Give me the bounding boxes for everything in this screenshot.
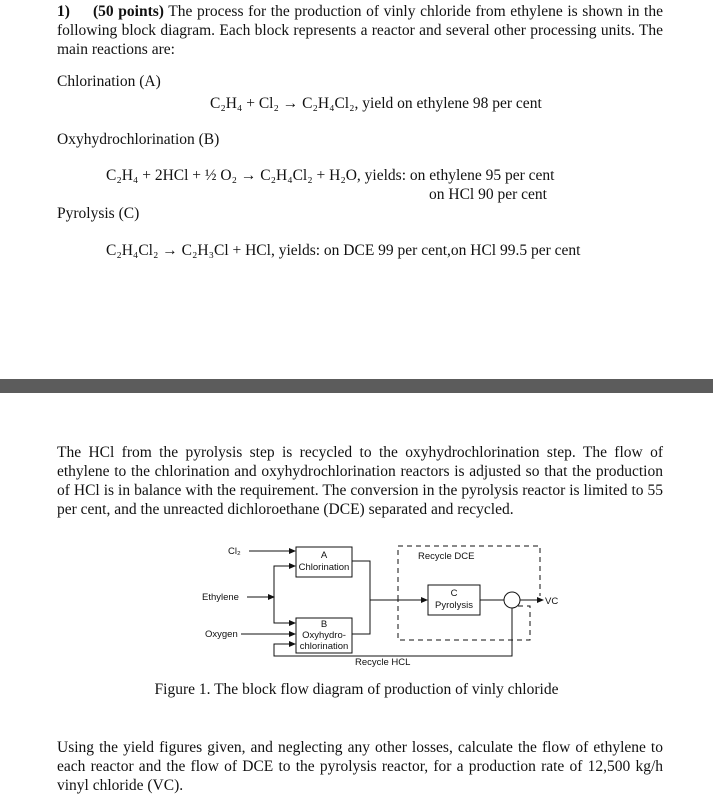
figure-caption: Figure 1. The block flow diagram of production of vinly chloride: [154, 681, 559, 698]
problem-intro-text: The process for the production of vinly chloride from ethylene is shown in the following block diagram. Each block represents a reactor and several other processing units. The main reactions are:: [57, 3, 663, 58]
ethylene-label: Ethylene: [202, 592, 239, 603]
block-b-line1: Oxyhydro-: [302, 630, 346, 641]
block-a-name: Chlorination: [298, 562, 350, 573]
b-outlet-line: [352, 600, 370, 634]
reaction-c-name: Pyrolysis (C): [57, 205, 140, 222]
problem-intro: [57, 2, 663, 59]
reaction-b-extra: on HCl 90 per cent: [429, 186, 547, 203]
cl2-label: Cl₂: [228, 546, 241, 557]
block-b-letter: B: [320, 619, 328, 630]
paragraph-question: Using the yield figures given, and neglecting any other losses, calculate the flow of ethylene to each reactor and the flow of DCE to the pyrolysis reactor, for a production rate of 12,500 kg/h vinyl chloride (VC).: [57, 739, 663, 794]
problem-number: 1): [57, 3, 70, 20]
reaction-c-equation: C₂H₄Cl₂ → C₂H₃Cl + HCl, yields: on DCE 99 per cent,on HCl 99.5 per cent: [106, 242, 581, 259]
reaction-a-name: Chlorination (A): [57, 73, 161, 90]
reaction-a-equation: C₂H₄ + Cl₂ → C₂H₄Cl₂, yield on ethylene 98 per cent: [210, 95, 542, 112]
block-a-letter: A: [320, 550, 328, 561]
paragraph-recycle-description: The HCl from the pyrolysis step is recycled to the oxyhydrochlorination step. The flow of ethylene to the chlorination and oxyhydrochlorination reactors is adjusted so that the production of HCl is in balance with the requirement. The conversion in the pyrolysis reactor is limited to 55 per cent, and the unreacted dichloroethane (DCE) separated and recycled.: [57, 444, 663, 518]
separator-node: [504, 592, 520, 608]
reaction-b-name: Oxyhydrochlorination (B): [57, 131, 220, 148]
recycle-hcl-label: Recycle HCL: [355, 657, 411, 668]
oxygen-label: Oxygen: [205, 629, 238, 640]
block-c-name: Pyrolysis: [434, 600, 474, 611]
a-outlet-line: [352, 561, 370, 600]
block-b-line2: chlorination: [299, 641, 349, 652]
problem-points: (50 points): [93, 3, 164, 20]
recycle-hcl-line: [510, 608, 512, 656]
block-c-letter: C: [450, 588, 458, 599]
reaction-b-equation: C₂H₄ + 2HCl + ½ O₂ → C₂H₄Cl₂ + H₂O, yields: on ethylene 95 per cent: [106, 167, 555, 184]
page-divider: [0, 379, 713, 393]
ethylene-to-b-line: [274, 597, 295, 623]
recycle-dce-label: Recycle DCE: [418, 551, 475, 562]
vc-label: VC: [545, 596, 559, 607]
ethylene-to-a-line: [274, 566, 295, 597]
block-flow-diagram: [195, 538, 559, 670]
